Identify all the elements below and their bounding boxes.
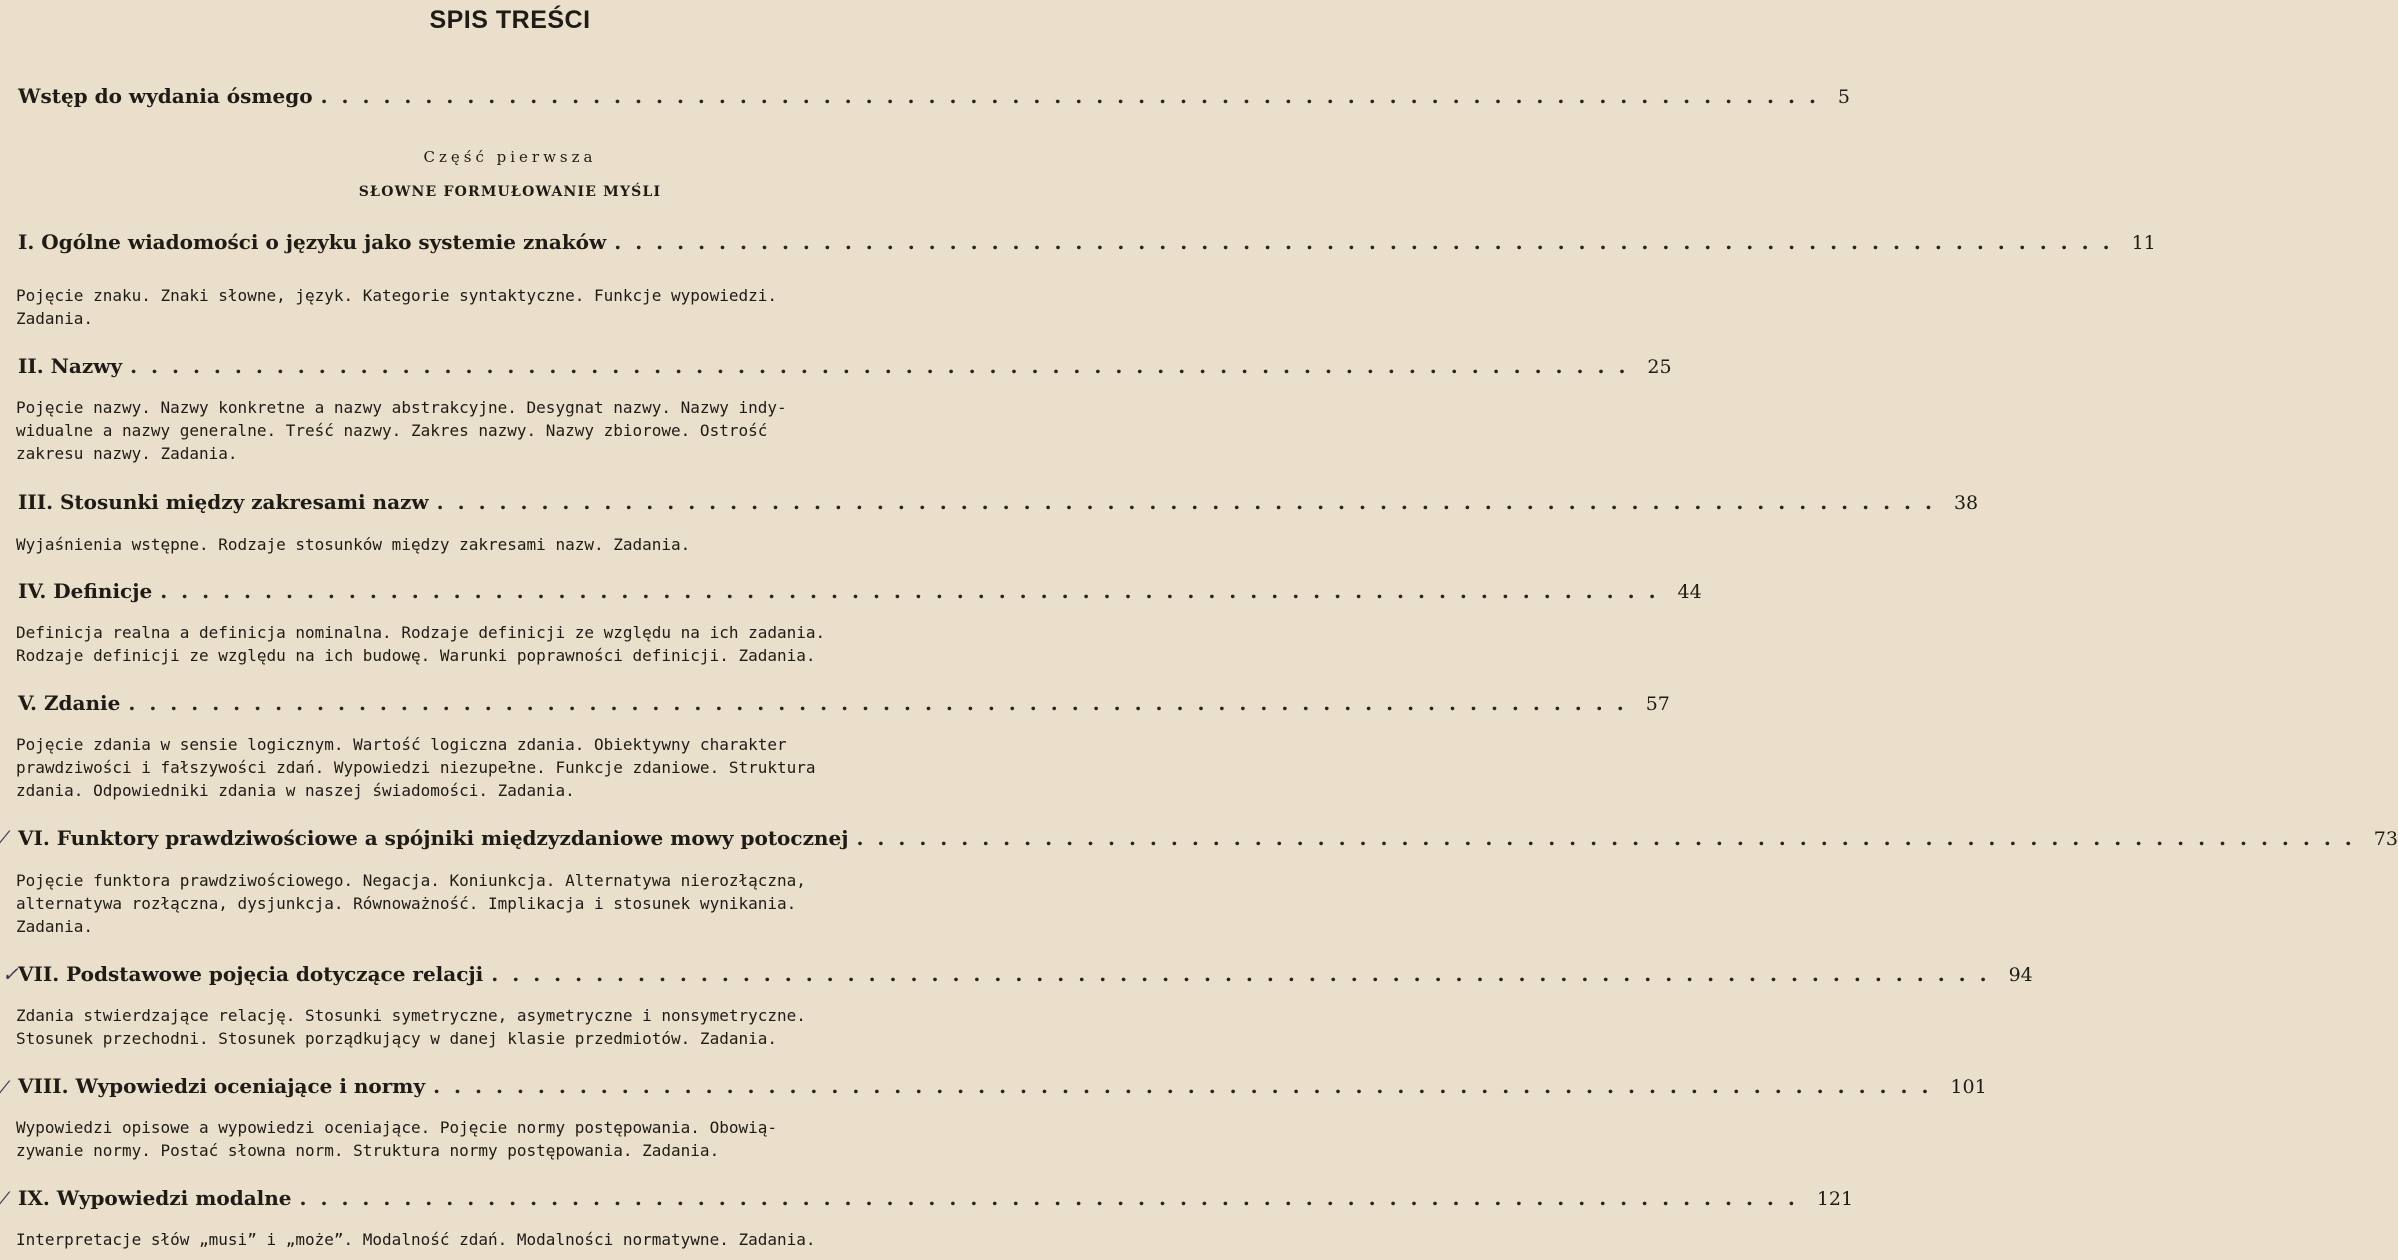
entry-title: IV. Definicje bbox=[18, 579, 153, 603]
pencil-check-mark: ⁄ bbox=[2, 826, 6, 850]
desc-line: Stosunek przechodni. Stosunek porządkujący w danej klasie przedmiotów. Zadania. bbox=[16, 1029, 777, 1048]
desc-line: zdania. Odpowiedniki zdania w naszej świadomości. Zadania. bbox=[16, 781, 575, 800]
desc-line: Wypowiedzi opisowe a wypowiedzi oceniające. Pojęcie normy postępowania. Obowią- bbox=[16, 1118, 777, 1137]
dot-leader: ........................................................................ bbox=[614, 230, 2124, 254]
toc-entry-chapter-8 bbox=[18, 1074, 1987, 1104]
entry-title: III. Stosunki między zakresami nazw bbox=[18, 490, 429, 514]
desc-line: Pojęcie nazwy. Nazwy konkretne a nazwy abstrakcyjne. Desygnat nazwy. Nazwy indy- bbox=[16, 398, 787, 417]
entry-page: 38 bbox=[1953, 492, 1979, 514]
desc-line: Pojęcie zdania w sensie logicznym. Wartość logiczna zdania. Obiektywny charakter bbox=[16, 735, 787, 754]
toc-entry-chapter-7 bbox=[18, 962, 2033, 992]
chapter-3-description bbox=[16, 533, 944, 556]
part-title: SŁOWNE FORMUŁOWANIE MYŚLI bbox=[358, 184, 662, 200]
dot-leader: ........................................................................ bbox=[320, 84, 1830, 108]
entry-title: VIII. Wypowiedzi oceniające i normy bbox=[18, 1074, 426, 1098]
part-label: Część pierwsza bbox=[423, 148, 597, 166]
entry-title: VII. Podstawowe pojęcia dotyczące relacji bbox=[18, 962, 484, 986]
desc-line: zywanie normy. Postać słowna norm. Struktura normy postępowania. Zadania. bbox=[16, 1141, 720, 1160]
entry-title: V. Zdanie bbox=[18, 691, 121, 715]
dot-leader: ........................................................................ bbox=[299, 1186, 1809, 1210]
entry-title: VI. Funktory prawdziwościowe a spójniki międzyzdaniowe mowy potocznej bbox=[18, 826, 849, 850]
dot-leader: ........................................................................ bbox=[128, 691, 1638, 715]
entry-page: 5 bbox=[1837, 86, 1850, 108]
desc-line: Pojęcie znaku. Znaki słowne, język. Kategorie syntaktyczne. Funkcje wypowiedzi. bbox=[16, 286, 777, 305]
desc-line: Pojęcie funktora prawdziwościowego. Negacja. Koniunkcja. Alternatywa nierozłączna, bbox=[16, 871, 806, 890]
pencil-check-mark: ⁄ bbox=[2, 1076, 6, 1100]
toc-entry-chapter-9 bbox=[18, 1186, 1854, 1216]
toc-entry-chapter-5 bbox=[18, 691, 1670, 721]
chapter-7-description bbox=[16, 1004, 944, 1050]
entry-title: IX. Wypowiedzi modalne bbox=[18, 1186, 292, 1210]
toc-entry-chapter-3 bbox=[18, 490, 1979, 520]
desc-line: Zdania stwierdzające relację. Stosunki symetryczne, asymetryczne i nonsymetryczne. bbox=[16, 1006, 806, 1025]
entry-page: 57 bbox=[1645, 693, 1670, 715]
toc-entry-chapter-6 bbox=[18, 826, 2398, 856]
chapter-9-description bbox=[16, 1228, 944, 1251]
entry-page: 101 bbox=[1950, 1076, 1987, 1098]
entry-page: 121 bbox=[1816, 1188, 1854, 1210]
dot-leader: ........................................................................ bbox=[856, 826, 2366, 850]
desc-line: widualne a nazwy generalne. Treść nazwy. Zakres nazwy. Nazwy zbiorowe. Ostrość bbox=[16, 421, 768, 440]
entry-page: 73 bbox=[2373, 828, 2398, 850]
dot-leader: ........................................................................ bbox=[130, 354, 1640, 378]
toc-entry-intro bbox=[18, 84, 1850, 114]
desc-line: Zadania. bbox=[16, 917, 94, 936]
dot-leader: ........................................................................ bbox=[433, 1074, 1943, 1098]
desc-line: Zadania. bbox=[16, 309, 94, 328]
entry-page: 11 bbox=[2131, 232, 2156, 254]
entry-page: 25 bbox=[1647, 356, 1672, 378]
desc-line: Wyjaśnienia wstępne. Rodzaje stosunków między zakresami nazw. Zadania. bbox=[16, 535, 691, 554]
toc-entry-chapter-4 bbox=[18, 579, 1702, 609]
entry-page: 44 bbox=[1677, 581, 1702, 603]
entry-title: II. Nazwy bbox=[18, 354, 123, 378]
desc-line: Rodzaje definicji ze względu na ich budowę. Warunki poprawności definicji. Zadania. bbox=[16, 646, 816, 665]
chapter-2-description bbox=[16, 396, 944, 465]
chapter-1-description bbox=[16, 284, 944, 330]
desc-line: zakresu nazwy. Zadania. bbox=[16, 444, 238, 463]
desc-line: Definicja realna a definicja nominalna. Rodzaje definicji ze względu na ich zadania. bbox=[16, 623, 826, 642]
desc-line: Interpretacje słów „musi” i „może”. Modalność zdań. Modalności normatywne. Zadania. bbox=[16, 1230, 816, 1249]
toc-entry-chapter-2 bbox=[18, 354, 1672, 384]
entry-page: 94 bbox=[2008, 964, 2033, 986]
toc-entry-chapter-1 bbox=[18, 230, 2156, 260]
chapter-8-description bbox=[16, 1116, 944, 1162]
page-title: SPIS TREŚCI bbox=[429, 6, 591, 34]
chapter-5-description bbox=[16, 733, 944, 802]
entry-title: I. Ogólne wiadomości o języku jako systemie znaków bbox=[18, 230, 607, 254]
pencil-check-mark: ⁄ bbox=[2, 1187, 6, 1211]
entry-title: Wstęp do wydania ósmego bbox=[18, 84, 313, 108]
desc-line: prawdziwości i fałszywości zdań. Wypowiedzi niezupełne. Funkcje zdaniowe. Struktura bbox=[16, 758, 816, 777]
chapter-6-description bbox=[16, 869, 944, 938]
dot-leader: ........................................................................ bbox=[160, 579, 1670, 603]
desc-line: alternatywa rozłączna, dysjunkcja. Równoważność. Implikacja i stosunek wynikania. bbox=[16, 894, 797, 913]
chapter-4-description bbox=[16, 621, 944, 667]
pencil-check-mark: ✓ bbox=[2, 962, 19, 986]
dot-leader: ........................................................................ bbox=[491, 962, 2001, 986]
dot-leader: ........................................................................ bbox=[436, 490, 1946, 514]
